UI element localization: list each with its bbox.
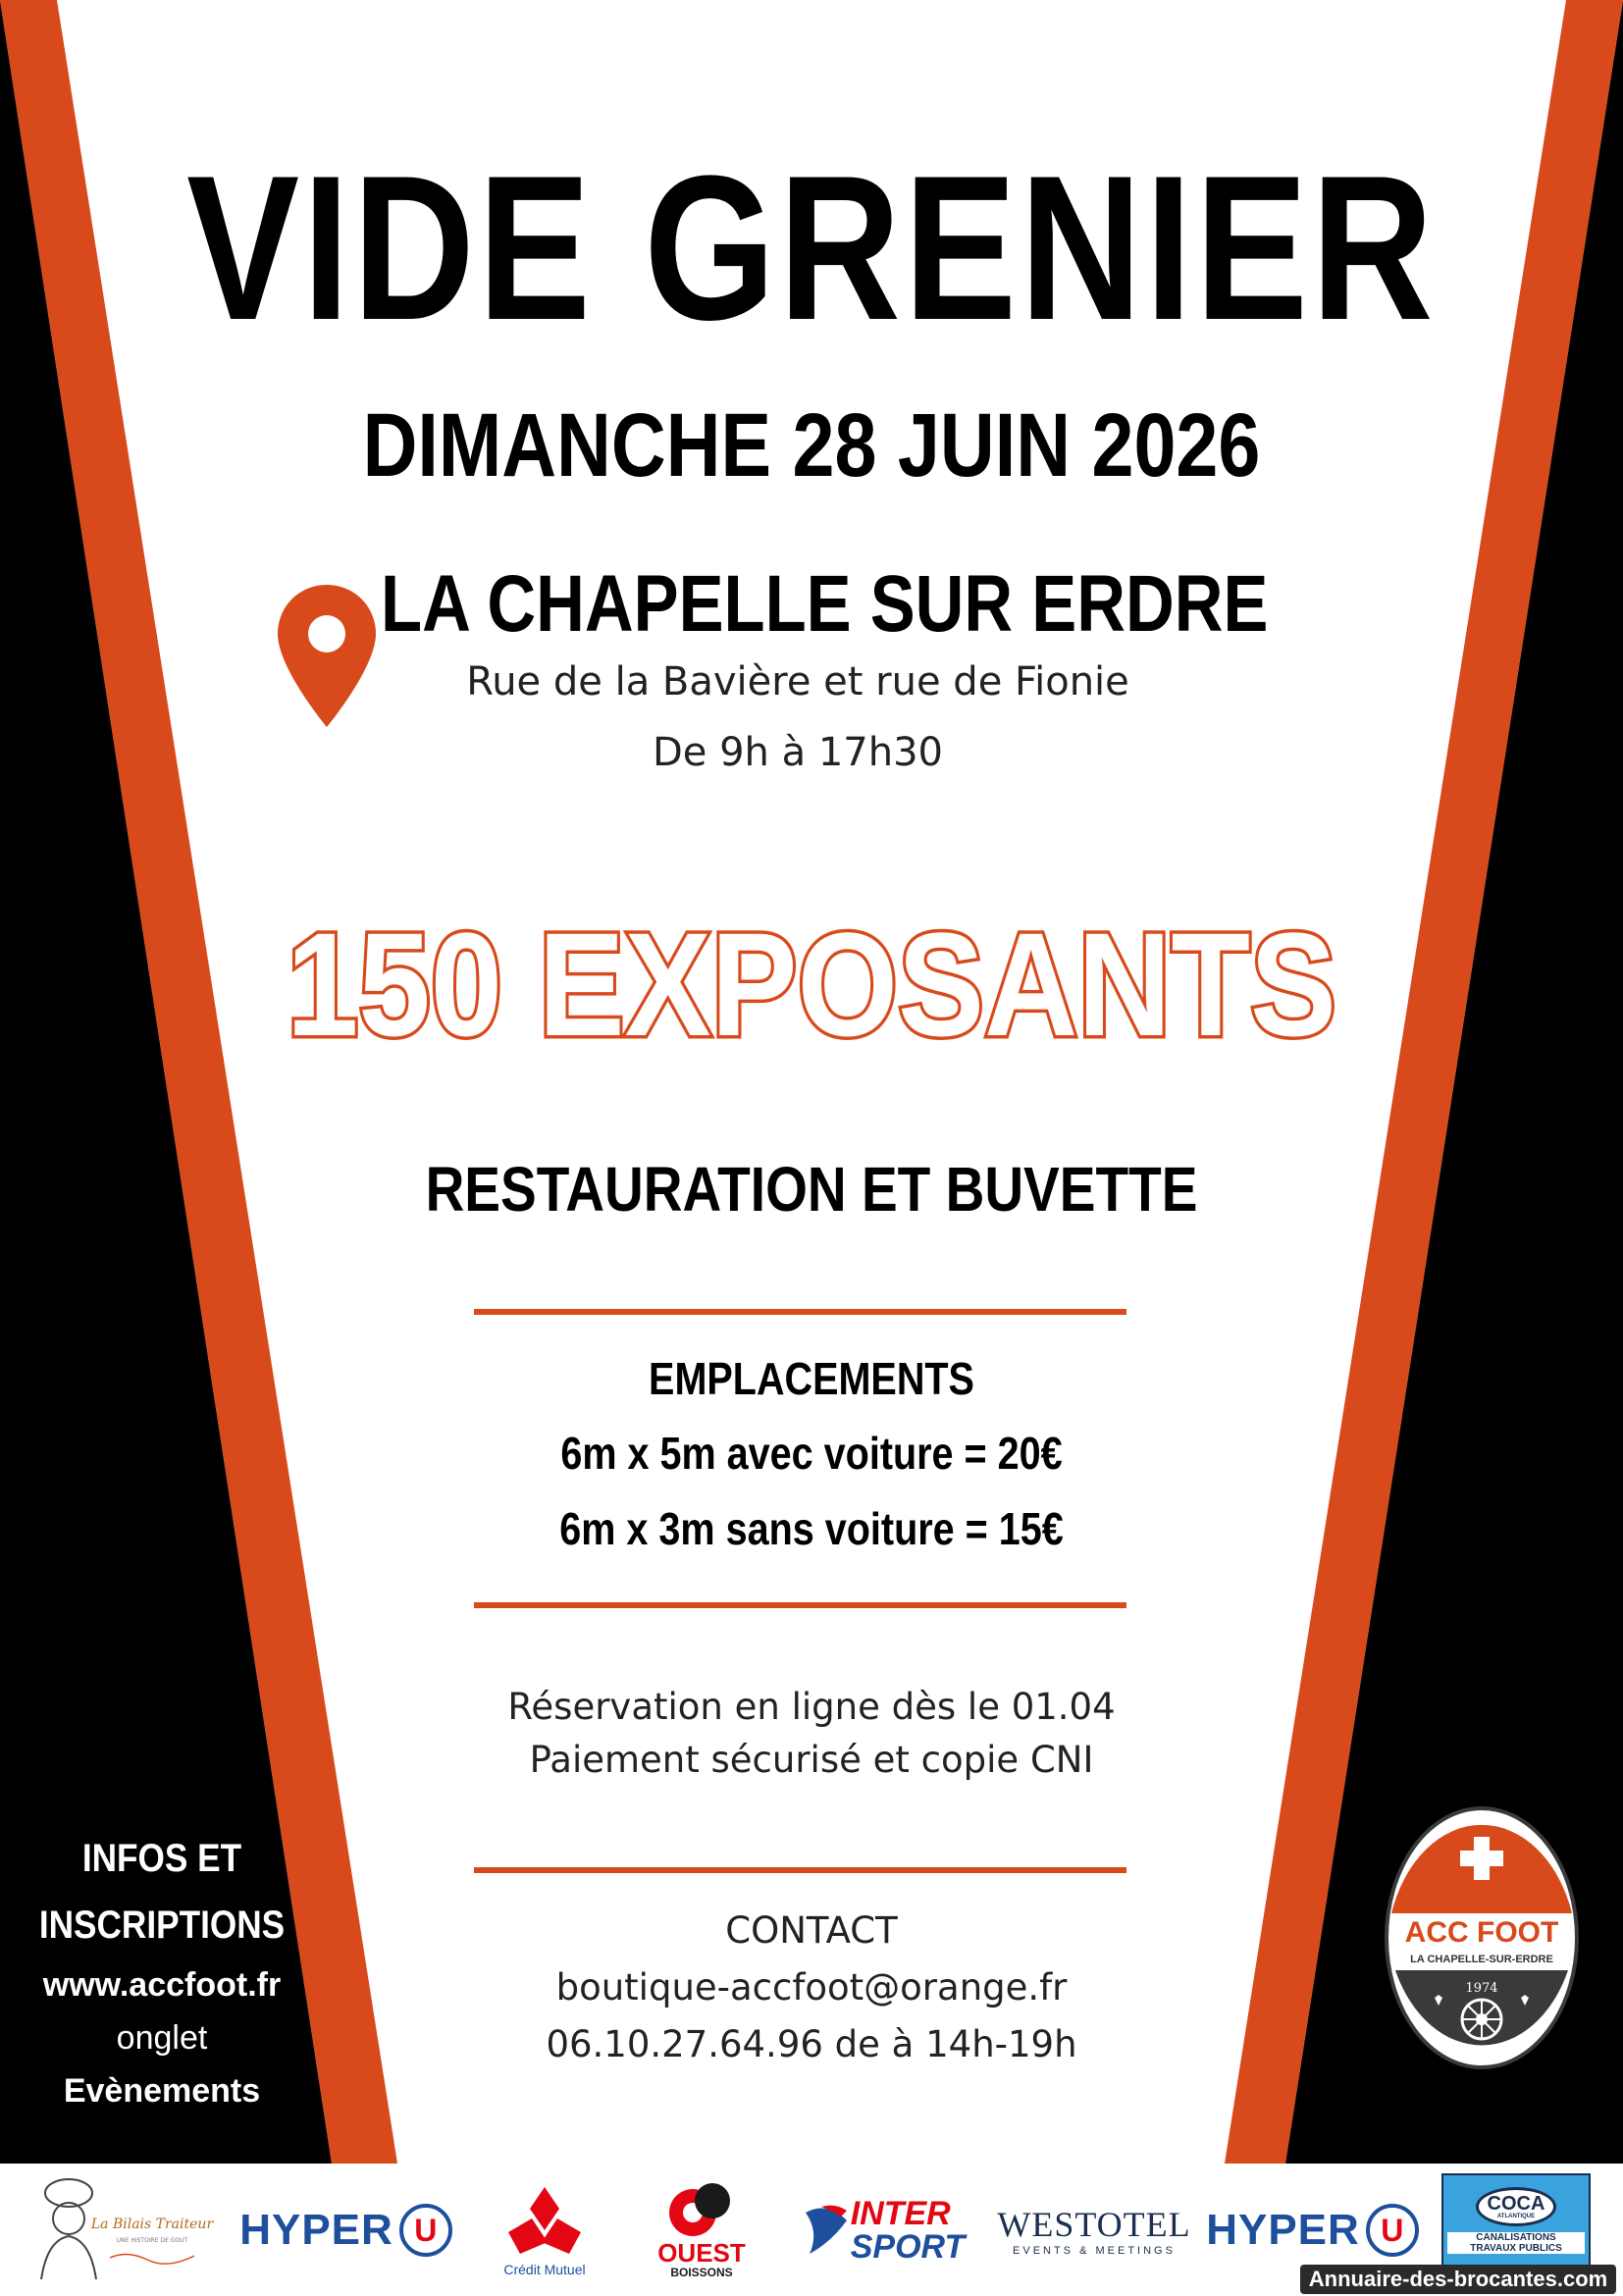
intersport-logo-icon — [802, 2203, 851, 2258]
contact-title: CONTACT — [725, 1909, 898, 1952]
coca-atlantique-text: ATLANTIQUE — [1496, 2214, 1536, 2219]
event-date: DIMANCHE 28 JUIN 2026 — [362, 395, 1261, 496]
event-town: LA CHAPELLE SUR ERDRE — [381, 559, 1269, 649]
sponsor-ouest-boissons — [633, 2164, 770, 2296]
westotel-text: WESTOTEL — [997, 2204, 1191, 2244]
ouest-boissons-logo-icon — [667, 2179, 736, 2240]
infos-onglet: onglet — [116, 2019, 208, 2057]
exposants-outline-heading — [0, 898, 1623, 1065]
divider-line — [474, 1602, 1126, 1608]
sponsor-hyper-u-1 — [236, 2164, 456, 2296]
westotel-sub-text: EVENTS & MEETINGS — [1013, 2244, 1176, 2257]
sponsor-intersport — [790, 2164, 976, 2296]
restauration-heading: RESTAURATION ET BUVETTE — [425, 1154, 1198, 1225]
location-pin-icon — [278, 585, 376, 727]
svg-text:ACC FOOT: ACC FOOT — [1404, 1916, 1559, 1949]
svg-text:1974: 1974 — [1465, 1981, 1498, 1996]
emplacement-price-without-car: 6m x 3m sans voiture = 15€ — [559, 1503, 1064, 1554]
infos-block — [0, 1825, 324, 2117]
credit-mutuel-text: Crédit Mutuel — [503, 2261, 586, 2277]
sponsor-credit-mutuel — [471, 2164, 618, 2296]
coca-canalisations-text: CANALISATIONS — [1476, 2232, 1556, 2243]
credit-mutuel-logo-icon — [500, 2183, 589, 2262]
inscriptions-heading: INSCRIPTIONS — [38, 1904, 286, 1947]
infos-evenements: Evènements — [63, 2072, 261, 2110]
svg-text:LA CHAPELLE-SUR-ERDRE: LA CHAPELLE-SUR-ERDRE — [1410, 1954, 1553, 1965]
hyper-u-logo-icon: U — [399, 2204, 452, 2257]
hyper-u-text: HYPER — [1206, 2205, 1360, 2254]
payment-line: Paiement sécurisé et copie CNI — [529, 1739, 1094, 1781]
divider-line — [474, 1309, 1126, 1315]
intersport-text-2: SPORT — [850, 2227, 966, 2266]
divider-line — [474, 1867, 1126, 1873]
intersport-text-1: INTER — [850, 2194, 951, 2232]
exposants-text: 150 EXPOSANTS — [287, 902, 1336, 1065]
emplacement-price-with-car: 6m x 5m avec voiture = 20€ — [560, 1428, 1063, 1479]
event-hours: De 9h à 17h30 — [652, 730, 943, 775]
acc-foot-club-logo — [1384, 1805, 1580, 2070]
poster-title: VIDE GRENIER — [186, 132, 1437, 363]
hyper-u-text: HYPER — [239, 2205, 393, 2254]
hyper-u-logo-icon: U — [1366, 2204, 1419, 2257]
watermark-annuaire-des-brocantes: Annuaire-des-brocantes.com — [1300, 2265, 1616, 2294]
reservation-line: Réservation en ligne dès le 01.04 — [507, 1686, 1116, 1728]
ouest-text: OUEST — [657, 2238, 746, 2269]
boissons-text: BOISSONS — [670, 2266, 733, 2280]
chef-icon — [20, 2171, 216, 2289]
svg-text:UNE HISTOIRE DE GOUT: UNE HISTOIRE DE GOUT — [116, 2236, 188, 2244]
contact-phone: 06.10.27.64.96 de à 14h-19h — [546, 2023, 1077, 2065]
emplacements-title: EMPLACEMENTS — [649, 1353, 974, 1404]
contact-email[interactable]: boutique-accfoot@orange.fr — [555, 1966, 1068, 2009]
website-link[interactable]: www.accfoot.fr — [42, 1966, 282, 2004]
coca-text: COCA — [1487, 2193, 1545, 2215]
event-street: Rue de la Bavière et rue de Fionie — [466, 659, 1129, 704]
sponsor-la-bilais-traiteur — [20, 2164, 216, 2296]
coca-travaux-text: TRAVAUX PUBLICS — [1470, 2243, 1562, 2254]
sponsor-westotel — [996, 2164, 1192, 2296]
svg-text:La Bilais Traiteur: La Bilais Traiteur — [90, 2216, 214, 2232]
infos-heading: INFOS ET — [81, 1837, 242, 1880]
